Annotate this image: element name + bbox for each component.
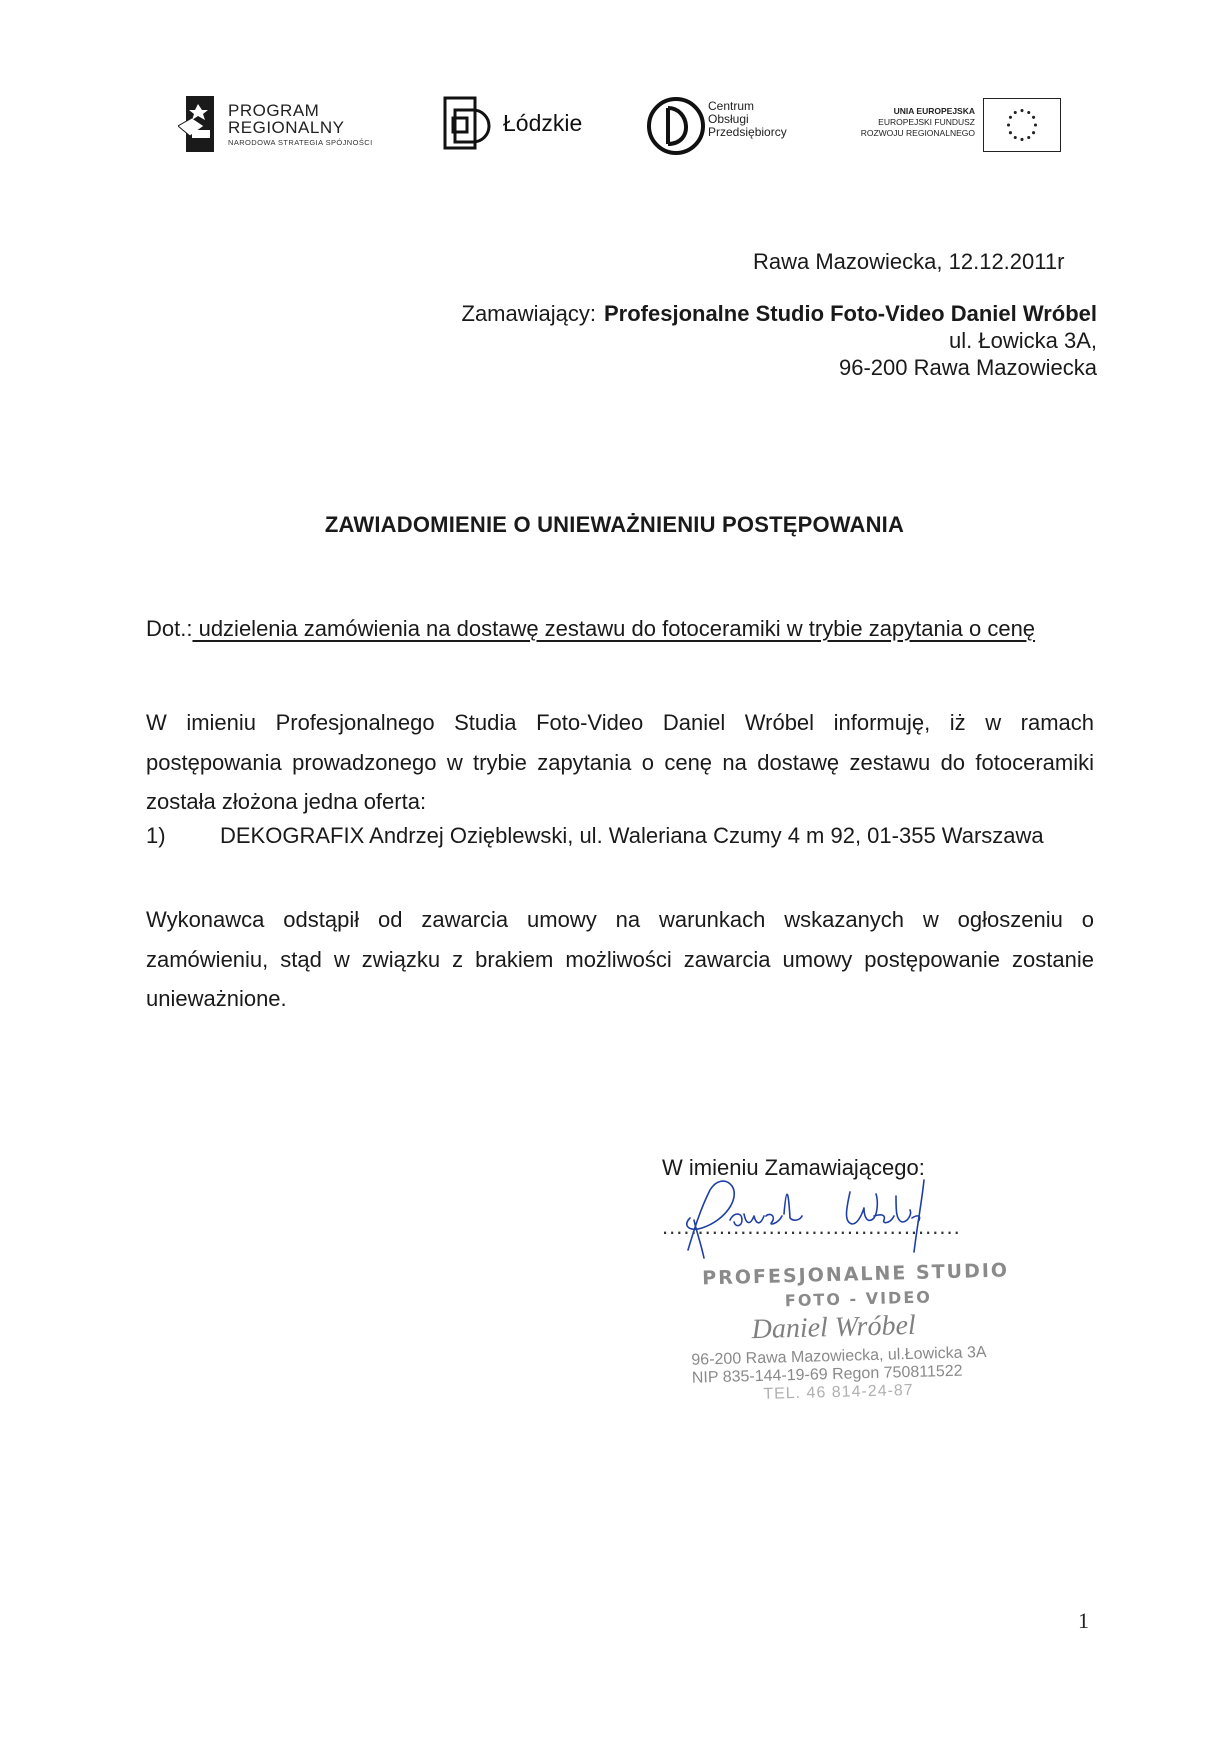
strategia-line: NARODOWA STRATEGIA SPÓJNOŚCI (228, 138, 373, 147)
signature-dots: .......................................... (662, 1214, 961, 1239)
place-date: Rawa Mazowiecka, 12.12.2011r (753, 249, 1065, 274)
program-regionalny-logo (178, 92, 388, 158)
eu-line3: ROZWOJU REGIONALNEGO (860, 128, 975, 138)
cop-line3: Przedsiębiorcy (708, 125, 787, 139)
handwritten-signature (660, 1170, 980, 1260)
eu-line2: EUROPEJSKI FUNDUSZ (878, 117, 975, 127)
cop-line2: Obsługi (708, 112, 749, 126)
client-city: 96-200 Rawa Mazowiecka (838, 355, 1097, 380)
stamp-line-3: Daniel Wróbel (751, 1309, 917, 1346)
eu-flag-icon (983, 98, 1061, 152)
regionalny-line: REGIONALNY (228, 118, 345, 137)
client-street: ul. Łowicka 3A, (949, 328, 1097, 353)
client-name: Profesjonalne Studio Foto-Video Daniel Wróbel (603, 301, 1097, 326)
page-number: 1 (1078, 1608, 1089, 1633)
eu-logo (840, 98, 1062, 154)
company-stamp (680, 1259, 1024, 1413)
program-line: PROGRAM (228, 101, 320, 120)
stamp-line-1: PROFESJONALNE STUDIO (701, 1259, 1010, 1290)
stamp-line-6: TEL. 46 814-24-87 (763, 1381, 914, 1403)
client-label: Zamawiający: (461, 301, 596, 326)
lodzkie-text: Łódzkie (503, 110, 583, 136)
offer-item (146, 823, 1044, 849)
signature-label: W imieniu Zamawiającego: (662, 1155, 925, 1180)
offer-text: DEKOGRAFIX Andrzej Ozięblewski, ul. Waleriana Czumy 4 m 92, 01-355 Warszawa (220, 823, 1044, 848)
paragraph-1: W imieniu Profesjonalnego Studia Foto-Video Daniel Wróbel informuję, iż w ramach postępowania prowadzonego w trybie zapytania o cenę na dostawę zestawu do fotoceramiki została złożona jedna oferta: (146, 710, 1094, 814)
subject-text: udzielenia zamówienia na dostawę zestawu do fotoceramiki w trybie zapytania o cenę (192, 616, 1036, 641)
client-block (397, 300, 1097, 381)
subject-label: Dot.: (146, 616, 193, 641)
offer-number: 1) (146, 823, 166, 848)
subject-line (146, 616, 1086, 642)
document-title: ZAWIADOMIENIE O UNIEWAŻNIENIU POSTĘPOWANIA (324, 512, 905, 537)
cop-logo (646, 96, 806, 156)
cop-line1: Centrum (708, 99, 755, 113)
lodzkie-logo (443, 96, 583, 152)
paragraph-2: Wykonawca odstąpił od zawarcia umowy na warunkach wskazanych w ogłoszeniu o zamówieniu, stąd w związku z brakiem możliwości zawarcia umowy postępowanie zostanie unieważnione. (146, 907, 1094, 1011)
lodzkie-icon (443, 96, 493, 150)
stamp-line-5: NIP 835-144-19-69 Regon 750811522 (691, 1362, 963, 1387)
cop-icon (646, 96, 706, 156)
program-regionalny-icon (178, 96, 214, 152)
stamp-line-4: 96-200 Rawa Mazowiecka, ul.Łowicka 3A (691, 1344, 987, 1369)
eu-line1: UNIA EUROPEJSKA (893, 106, 975, 116)
stamp-line-2: FOTO - VIDEO (784, 1287, 933, 1311)
